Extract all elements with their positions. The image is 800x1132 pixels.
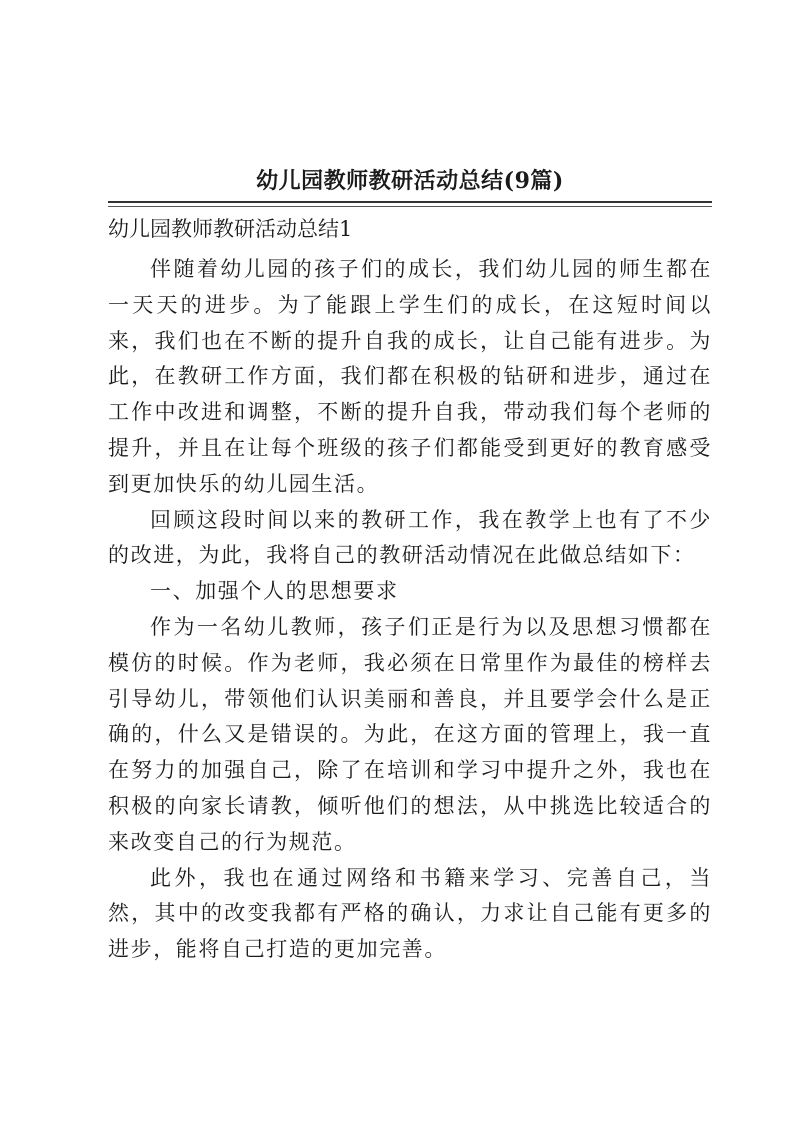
title-divider-thin	[108, 206, 712, 207]
paragraph-review: 回顾这段时间以来的教研工作，我在教学上也有了不少的改进，为此，我将自己的教研活动情况在此做总结如下：	[108, 507, 712, 568]
section-heading: 幼儿园教师教研活动总结1	[108, 217, 353, 241]
document-title: 幼儿园教师教研活动总结(9篇)	[256, 168, 564, 194]
paragraph-role-model: 作为一名幼儿教师，孩子们正是行为以及思想习惯都在模仿的时候。作为老师，我必须在日常里作为最佳的榜样去引导幼儿，带领他们认识美丽和善良，并且要学会什么是正确的，什么又是错误的。为此，在这方面的管理上，我一直在努力的加强自己，除了在培训和学习中提升之外，我也在积极的向家长请教，倾听他们的想法，从中挑选比较适合的来改变自己的行为规范。	[108, 614, 712, 854]
title-divider-thick	[108, 201, 712, 203]
subheading-strengthen-thinking: 一、加强个人的思想要求	[150, 579, 399, 604]
document-body	[108, 252, 712, 968]
paragraph-self-improvement: 此外，我也在通过网络和书籍来学习、完善自己，当然，其中的改变我都有严格的确认，力求让自己能有更多的进步，能将自己打造的更加完善。	[108, 865, 712, 962]
paragraph-intro: 伴随着幼儿园的孩子们的成长，我们幼儿园的师生都在一天天的进步。为了能跟上学生们的成长，在这短时间以来，我们也在不断的提升自我的成长，让自己能有进步。为此，在教研工作方面，我们都在积极的钻研和进步，通过在工作中改进和调整，不断的提升自我，带动我们每个老师的提升，并且在让每个班级的孩子们都能受到更好的教育感受到更加快乐的幼儿园生活。	[108, 257, 712, 496]
